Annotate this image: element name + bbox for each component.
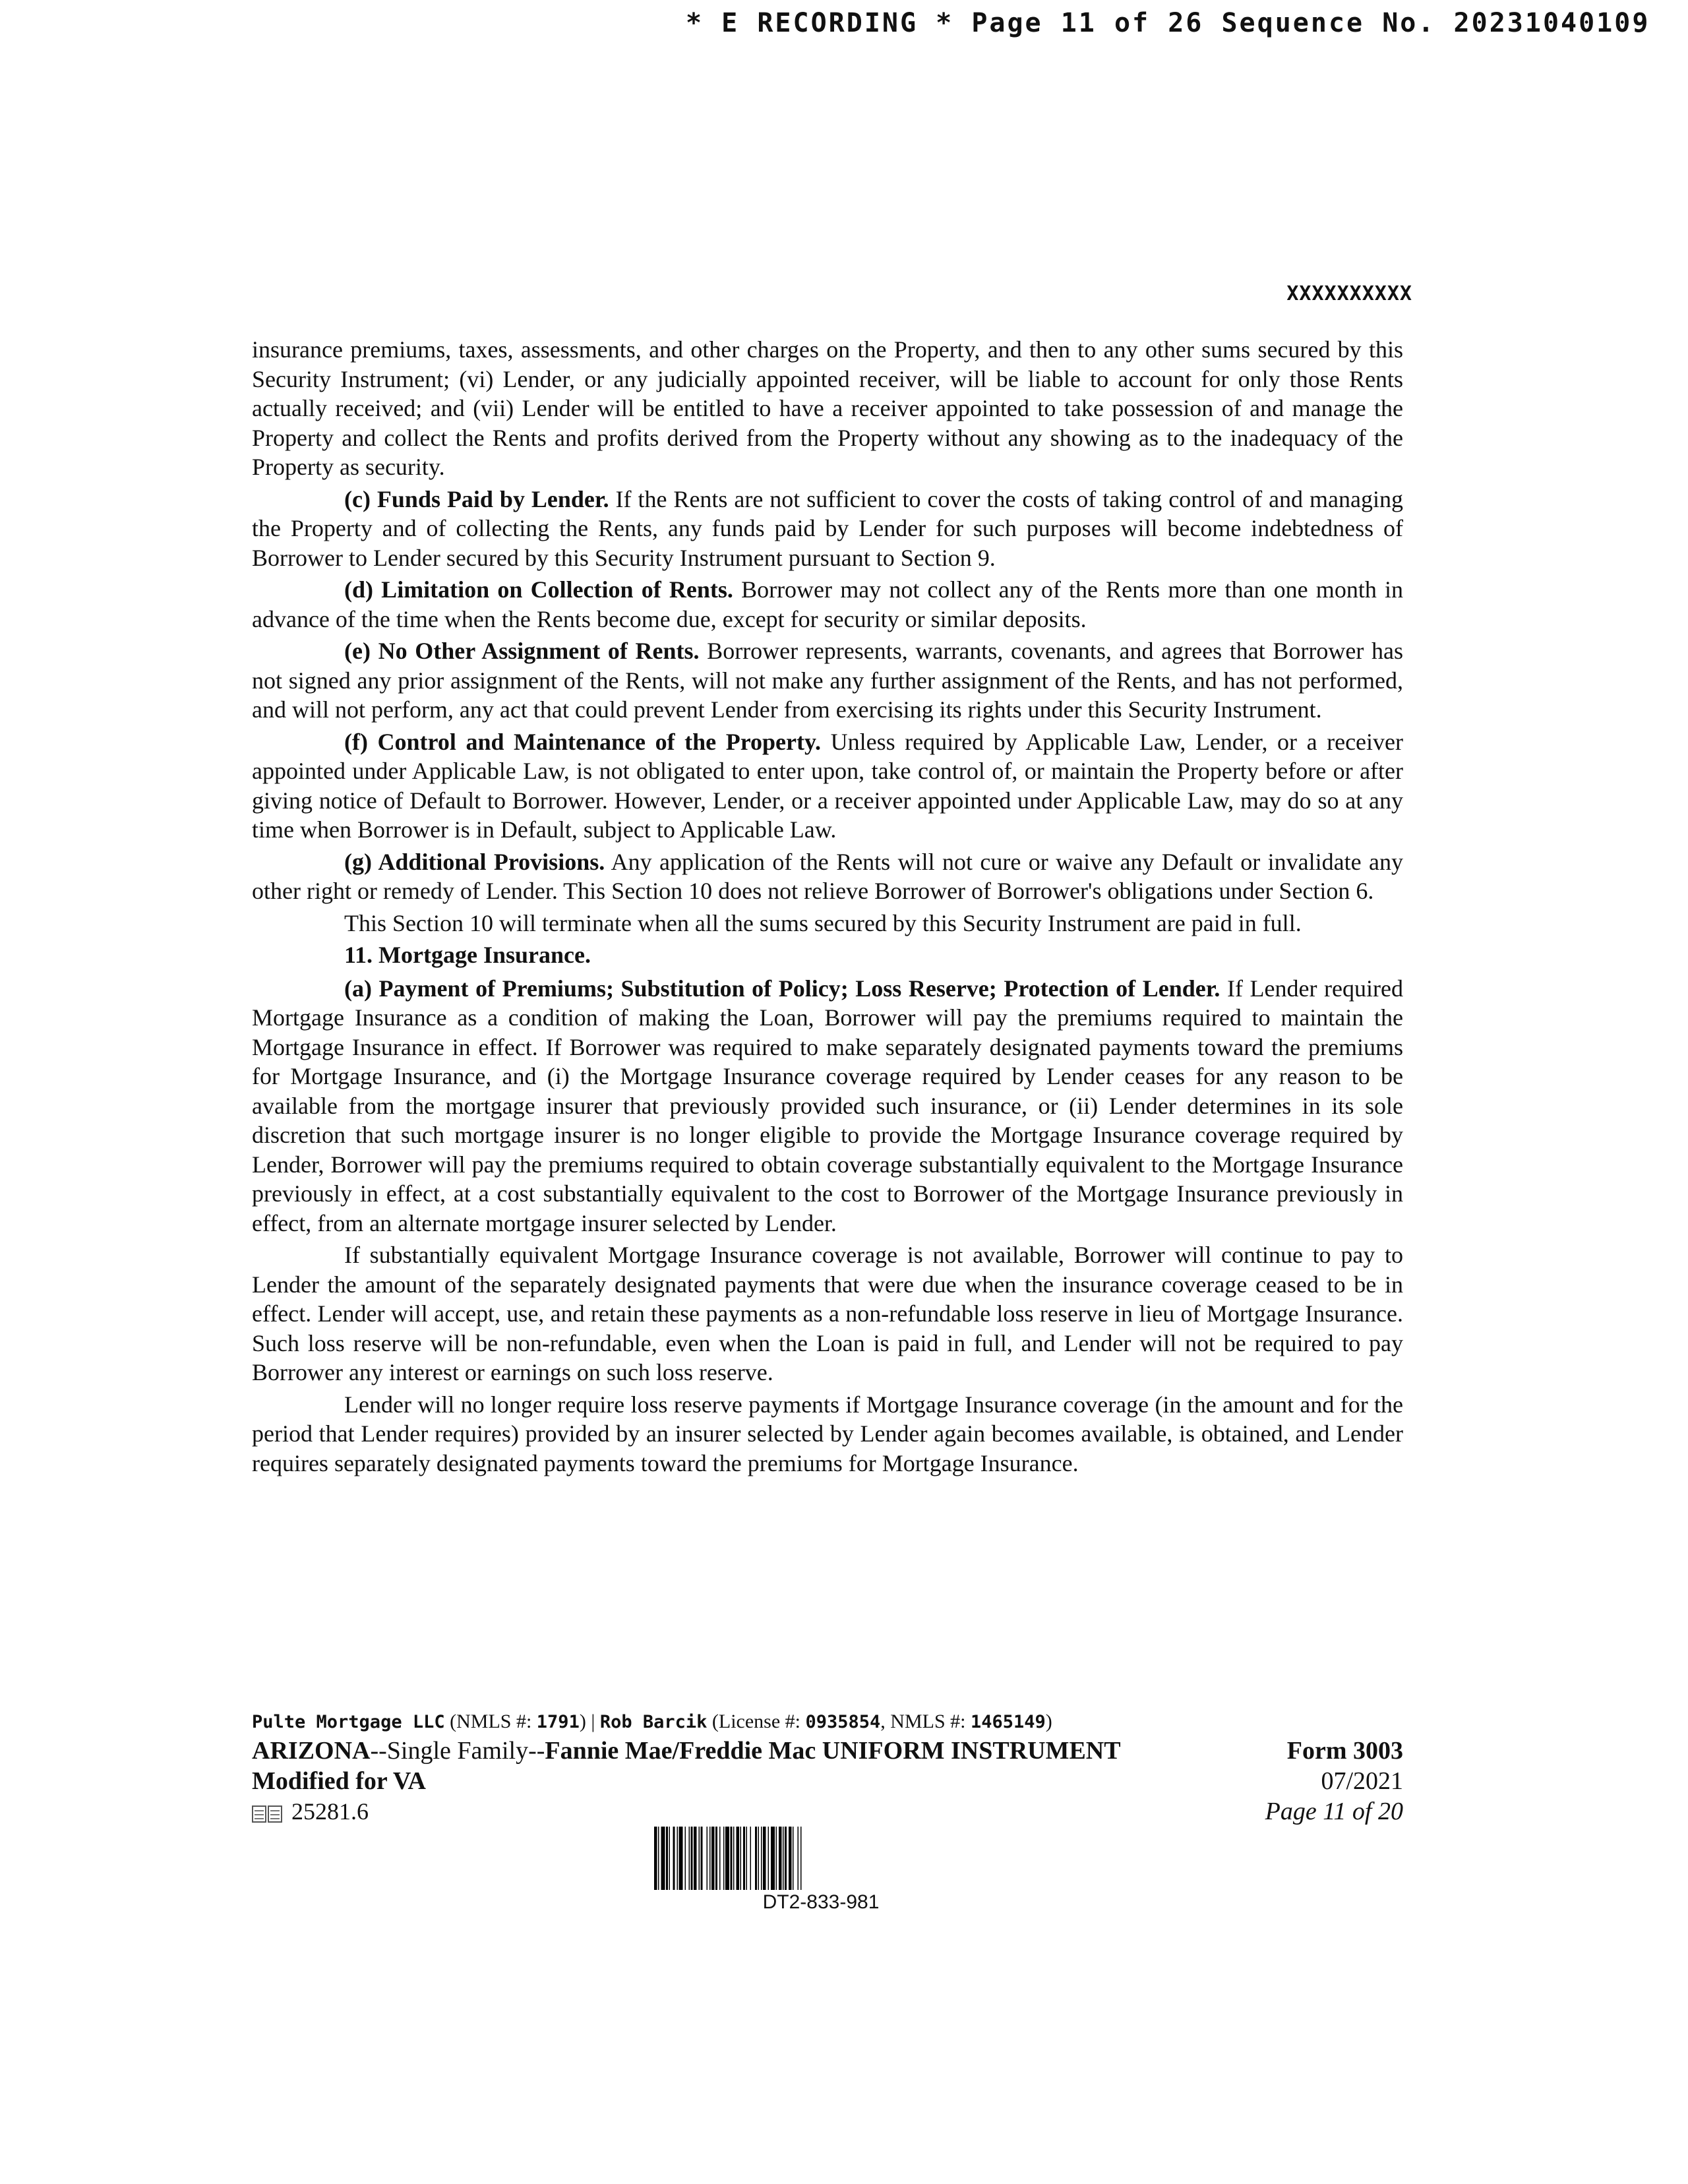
subsection-heading: (e) No Other Assignment of Rents. [344, 638, 700, 664]
subsection-text: Borrower may not collect any of the Rents more than one month in advance of the time when the Rents become due, except for security or similar deposits. [252, 576, 1403, 632]
doc-code: 25281.6 [291, 1798, 369, 1825]
section-11-heading: 11. Mortgage Insurance. [344, 942, 591, 968]
footer-form-info [1187, 1736, 1403, 1827]
license-number: 0935854 [805, 1712, 881, 1732]
paragraph-section10-termination: This Section 10 will terminate when all the sums secured by this Security Instrument are paid in full. [344, 909, 1302, 936]
loan-number: XXXXXXXXXX [1286, 282, 1412, 305]
form-date: 07/2021 [1321, 1767, 1403, 1795]
doc-code-line [252, 1796, 1241, 1827]
subsection-text: If the Rents are not sufficient to cover the costs of taking control of and managing the Property and of collecting the Rents, any funds paid by Lender for such purposes will become indebtedness of Borrower to Lender secured by this Security Instrument pursuant to Section 9. [252, 485, 1403, 571]
recording-header: * E RECORDING * Page 11 of 26 Sequence No. 20231040109 [686, 8, 1650, 38]
officer-name: Rob Barcik [599, 1712, 708, 1732]
nmls-label: (NMLS #: [444, 1711, 537, 1732]
subsection-text: Any application of the Rents will not cure or waive any Default or invalidate any other right or remedy of Lender. This Section 10 does not relieve Borrower of Borrower's obligations under Section 6. [252, 848, 1403, 904]
barcode [653, 1827, 989, 1890]
officer-nmls: 1465149 [970, 1712, 1046, 1732]
footer-lender-line [252, 1711, 1426, 1733]
paragraph-funds-paid [252, 485, 1403, 573]
form-title-line [252, 1736, 1241, 1766]
form-type: --Single Family-- [370, 1737, 545, 1765]
paragraph-loss-reserve: If substantially equivalent Mortgage Insurance coverage is not available, Borrower will continue to pay to Lender the amount of the separately designated payments that were due when the insurance coverage ceased to be in effect. Lender will accept, use, and retain these payments as a non-refundable loss reserve in lieu of Mortgage Insurance. Such loss reserve will be non-refundable, even when the Loan is paid in full, and Lender will not be required to pay Borrower any interest or earnings on such loss reserve. [252, 1242, 1403, 1385]
state-name: ARIZONA [252, 1737, 371, 1765]
subsection-heading: (g) Additional Provisions. [344, 848, 605, 875]
lender-nmls: 1791 [536, 1712, 580, 1732]
close-paren: ) [1045, 1711, 1052, 1732]
footer-form-title [252, 1736, 1241, 1827]
paragraph-additional-provisions [252, 847, 1403, 906]
license-label: (License #: [707, 1711, 806, 1732]
lender-name: Pulte Mortgage LLC [252, 1712, 445, 1732]
paragraph-control-maintenance [252, 727, 1403, 845]
paragraph-limitation [252, 575, 1403, 634]
form-title: Fannie Mae/Freddie Mac UNIFORM INSTRUMENT [545, 1737, 1121, 1765]
subsection-heading: (a) Payment of Premiums; Substitution of Policy; Loss Reserve; Protection of Lender. [344, 975, 1221, 1002]
modified-for-va: Modified for VA [252, 1767, 426, 1795]
document-body [252, 335, 1403, 1480]
paragraph-no-other-assignment [252, 636, 1403, 725]
subsection-heading: (f) Control and Maintenance of the Property. [344, 728, 822, 755]
document-icon [252, 1805, 282, 1823]
subsection-text: Borrower represents, warrants, covenants, and agrees that Borrower has not signed any prior assignment of the Rents, will not make any further assignment of the Rents, and has not performed, and will not perform, any act that could prevent Lender from exercising its rights under this Security Instrument. [252, 638, 1403, 723]
barcode-label: DT2-833-981 [762, 1891, 880, 1913]
separator: ) | [579, 1711, 600, 1732]
paragraph-rents-continued: insurance premiums, taxes, assessments, and other charges on the Property, and then to any other sums secured by this Security Instrument; (vi) Lender, or any judicially appointed receiver, will be liable to account for only those Rents actually received; and (vii) Lender will be entitled to have a receiver appointed to take possession of and manage the Property and collect the Rents and profits derived from the Property without any showing as to the inadequacy of the Property as security. [252, 336, 1403, 480]
subsection-text: Unless required by Applicable Law, Lender, or a receiver appointed under Applicable Law, is not obligated to enter upon, take control of, or maintain the Property before or after giving notice of Default to Borrower. However, Lender, or a receiver appointed under Applicable Law, may do so at any time when Borrower is in Default, subject to Applicable Law. [252, 728, 1404, 843]
subsection-text: If Lender required Mortgage Insurance as a condition of making the Loan, Borrower will pay the premiums required to maintain the Mortgage Insurance in effect. If Borrower was required to make separately designated payments toward the premiums for Mortgage Insurance, and (i) the Mortgage Insurance coverage required by Lender ceases for any reason to be available from the mortgage insurer that previously provided such insurance, or (ii) Lender determines in its sole discretion that such mortgage insurer is no longer eligible to provide the Mortgage Insurance coverage required by Lender, Borrower will pay the premiums required to obtain coverage substantially equivalent to the Mortgage Insurance previously in effect, at a cost substantially equivalent to the cost to Borrower of the Mortgage Insurance previously in effect, from an alternate mortgage insurer selected by Lender. [252, 975, 1403, 1236]
paragraph-payment-of-premiums [252, 974, 1403, 1238]
subsection-heading: (d) Limitation on Collection of Rents. [344, 576, 733, 603]
page-number: Page 11 of 20 [1265, 1798, 1403, 1825]
nmls-label: , NMLS #: [880, 1711, 971, 1732]
form-number: Form 3003 [1286, 1737, 1403, 1765]
subsection-heading: (c) Funds Paid by Lender. [344, 485, 609, 512]
paragraph-no-longer-require: Lender will no longer require loss reserve payments if Mortgage Insurance coverage (in the amount and for the period that Lender requires) provided by an insurer selected by Lender again becomes available, is obtained, and Lender requires separately designated payments toward the premiums for Mortgage Insurance. [252, 1391, 1403, 1476]
